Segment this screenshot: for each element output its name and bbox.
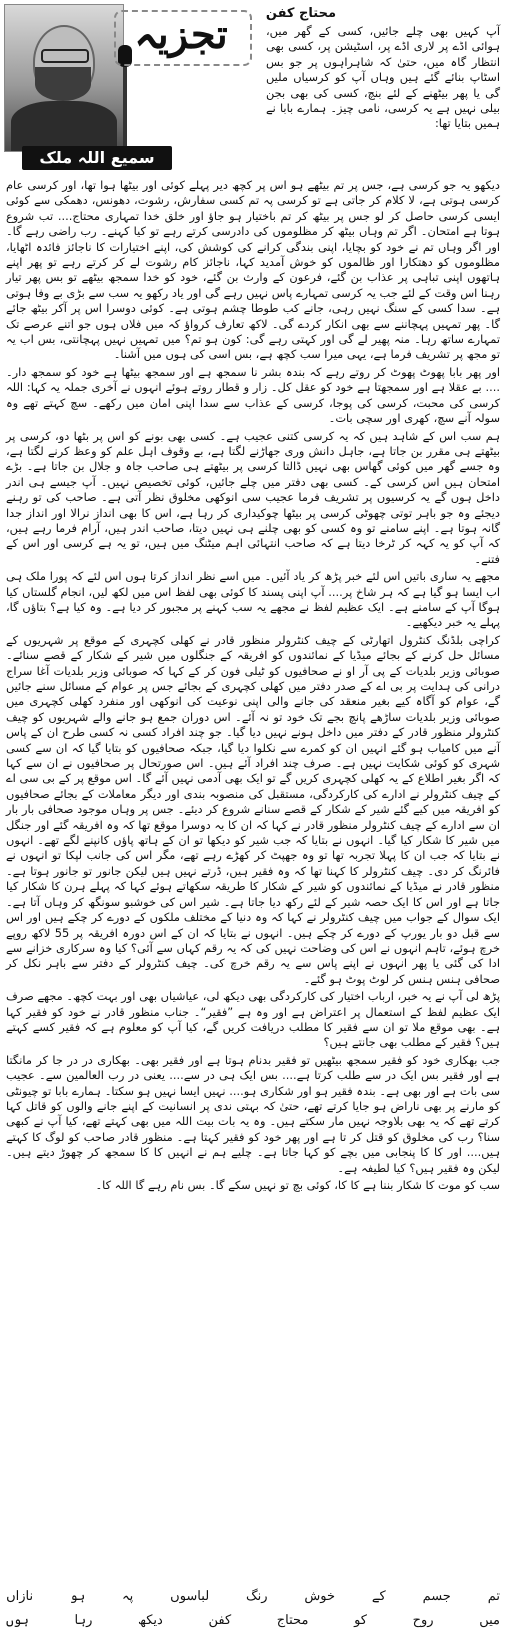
couplet-word: رہا [74,1613,93,1628]
couplet-word: رنگ [246,1589,268,1604]
paragraph-8: سب کو موت کا شکار بننا ہے کا کا، کوئی بچ تو نہیں سکے گا۔ بس نام رہے گا اللہ کا۔ [95,1178,500,1192]
paragraph-6: پڑھ لی آپ نے یہ خبر، ارباب اختیار کی کارکردگی بھی دیکھ لی، عیاشیاں بھی اور بہت کچھ۔ مجھے صرف ایک عظیم لفظ کے استعمال پر اعتراض ہے اور وہ ہے ”فقیر“۔ جناب منظور قادر نے خود کو فقیر کہا ہے۔ بھی موقع ملا تو ان سے فقیر کا مطلب دریافت کریں گے، کیا آپ کو معلوم ہے کہ فقیر کسے کہتے ہیں؟ فقیر کے مطلب بھی جانتے ہیں؟ [6,989,500,1050]
couplet-word: تم [487,1589,500,1604]
couplet-word: پہ [122,1589,134,1604]
paragraph-2: اور پھر بابا پھوٹ پھوٹ کر روتے رہے کہ بندہ بشر نا سمجھ ہے اور سمجھ بیٹھا ہے خود کو سمجھ دار۔ .... بے عقلا ہے اور سمجھتا ہے خود کو عقل کل۔ زار و قطار روتے ہوئے انہوں نے آخری جملہ یہ کہا: اللہ کرسی کی محبت، کرسی کی پوجا، کرسی کے عذاب سے سدا اپنی امان میں رکھے۔ سچ کہتے تھے وہ سولہ آنے سچ، کھری اور سچی بات۔ [6,364,500,426]
paragraph-4: مجھے یہ ساری باتیں اس لئے خبر پڑھ کر یاد آئیں۔ میں اسے نظر انداز کرتا ہوں اس لئے کہ پورا ملک ہی اب ایسا ہو گیا ہے کہ ہر شاخ پر.... آپ اپنی پسند کا کوئی بھی لفظ اس میں لکھ لیں، انجام گلستاں کیا ہوگا آپ کے سامنے ہے۔ ایک عظیم لفظ نے مجھے یہ سب کہنے پر مجبور کر دیا ہے۔ وہ کیا ہے؟ بتاؤں گا، پہلے یہ خبر دیکھیے۔ [6,569,500,630]
couplet-word: ہو [69,1589,86,1604]
article-body [6,178,500,1195]
couplet-word: کفن [208,1613,232,1628]
couplet-word: محتاج [276,1613,309,1628]
couplet-word: ہوں [6,1613,29,1628]
photo-shirt [11,101,117,152]
columnist-photo [4,4,124,152]
couplet-word: میں [479,1613,500,1628]
paragraph-5: کراچی بلڈنگ کنٹرول اتھارٹی کے چیف کنٹرولر منظور قادر نے کھلی کچہری کے موقع پر شہریوں کے مسائل حل کرنے کے بجائے میڈیا کے نمائندوں کو افریقہ کے جنگلوں میں شیر کے شکار کے قصے سنائے۔ صوبائی وزیر بلدیات کے پی آر او نے صحافیوں کو ٹیلی فون کر کے کہا کہ صوبائی وزیر بلدیات آغا سراج درانی کی ہدایت پر بی اے کے صدر دفتر میں کھلی کچہری کے بجائے جس پر عوام کے مسائل سنے جائیں گے، عوام کو آگاہ کیے بغیر منعقد کی جانے والی اپنی نوعیت کی انوکھی اور منفرد کھلی کچہری میں صوبائی وزیر بلدیات ساڑھے پانچ بجے تک خود تو نہ آئے۔ اس دوران جمع ہو جانے والے شہریوں کو چیف کنٹرولر منظور قادر کے دفتر میں داخل ہونے نہیں دیا گیا۔ جو چند افراد کسی نہ کسی طرح ان کے پاس آنے میں کامیاب ہو گئے انہیں ان کو کمرے سے نکلوا دیا گیا، جبکہ صحافیوں کو بتایا گیا کہ ان سے کسی شہری کو کوئی شکایت نہیں ہے۔ صرف چند افراد آئے ہیں۔ اس صورتحال پر صحافیوں نے ان سے کہا کہ اگر بغیر اطلاع کے یہ کھلی کچہری کریں گے تو ایک بھی آدمی نہیں آئے گا۔ اس موقع پر کے بی سی اے کے چیف کنٹرولر نے ادارے کی کارکردگی، مستقبل کی منصوبہ بندی اور دیگر معاملات کے بجائے صحافیوں کو افریقہ میں کیے گئے شیر کے شکار کے قصے سنانے شروع کر دیئے۔ جس پر وہاں موجود صحافی بار بار ان سے ادارے کے چیف کنٹرولر منظور قادر نے کہا کہ ان کا یہ دوسرا موقع تھا کہ وہ افریقہ گئے اور جنگل میں شیر کا شکار کیا گیا۔ انہوں نے بتایا کہ جب شیر کو دیکھا تو ان کے ہاتھ پاؤں کانپنے لگے تھے۔ انہوں نے بتایا کہ جب ان کا پہلا تجربہ تھا تو وہ جھپٹ کر کھڑے رہے تھے، مگر اس کی جانب لپکا تو انہوں نے فائرنگ کر دی۔ چیف کنٹرولر کا کہنا تھا کہ وہ فقیر ہیں، ڈرتے نہیں ہیں لیکن جانور تو جانور ہوتا ہے۔ منظور قادر نے میڈیا کے نمائندوں کو شیر کے شکار کا طریقہ سکھاتے ہوئے کہا کہ پہلے ہرن کا شکار کیا جاتا ہے اور اس کا ایک حصہ شیر کے لئے رکھ دیا جاتا ہے۔ شیر اس کی خوشبو سونگھ کر وہاں آتا ہے۔ ایک سوال کے جواب میں چیف کنٹرولر نے کہا کہ وہ دنیا کے مختلف ملکوں کے دورے کر چکے ہیں اور اس سے قبل دو بار یورپ کے دورے کر چکے ہیں۔ انہوں نے بتایا کہ ان کے اس دورہ افریقہ پر 55 لاکھ روپے خرچ ہوئے، تاہم انہوں نے اس کی وضاحت نہیں کی کہ یہ رقم کہاں سے آئی؟ کیا وہ سرکاری خزانے سے ادا کی گئی یا پھر انہوں نے اپنے پاس سے یہ رقم خرچ کی۔ چیف کنٹرولر کے دفتر سے باہر نکل کر صحافی ہنس ہنس کر لوٹ پوٹ ہو گئے۔ [6,632,500,986]
intro-paragraph: آپ کہیں بھی چلے جائیں، کسی کے گھر میں، ہوائی اڈے پر لاری اڈے پر، اسٹیشن پر، کسی بھی انتظار گاہ میں، حتیٰ کہ شاہراہوں پر جو بس اسٹاپ بنائے گئے ہیں وہاں آپ کو کرسیاں ملیں گی یا پھر بیٹھنے کے لئے بنچ، کسی کی بھی بجن بیلی نہیں ہے یہ کرسی، نامی چیز۔ ہمارے بابا نے ہمیں بتایا تھا: [266,24,500,131]
couplet-line-2 [6,1609,500,1633]
couplet-line-1 [6,1585,500,1609]
couplet-word: کو [354,1613,367,1628]
columnist-byline: سمیع اللہ ملک [22,146,172,170]
column-header [0,0,506,175]
column-logo: تجزیہ [134,11,228,58]
couplet-word: کے [371,1589,386,1604]
couplet-word: نازاں [6,1589,34,1604]
paragraph-3: ہم سب اس کے شاہد ہیں کہ یہ کرسی کتنی عجیب ہے۔ کسی بھی بونے کو اس پر بٹھا دو، کرسی پر بیٹھتے ہی مقرر بن جاتا ہے، جاہل دانش وری جھاڑنے لگتا ہے، بے وقوف اہل علم کو وعظ کرنے لگتا ہے، وہ جسے گھر میں کوئی گھاس بھی نہیں ڈالتا کرسی پر بیٹھتے ہی صاحب جاہ و جلال بن جاتا ہے۔ بڑے امتحان ہیں اس کرسی کے۔ کسی بھی دفتر میں چلے جائیں، کوئی تخصیص نہیں۔ آپ جیسے ہی اندر داخل ہوں گے یہ کرسیوں پر تشریف فرما عجیب سی انوکھی مخلوق نظر آتی ہے۔ صاحب کی تو رہنے دیجئے وہ جو باہر توتی چھوٹی کرسی پر بیٹھا چوکیداری کر رہا ہے، اس کا بھی انداز نرالا اور انداز جدا گانہ ہوتا ہے۔ اپنے سامنے تو وہ کسی کو بھی چلنے ہی نہیں دیتا، صاحب اندر ہیں، آرام فرما رہے ہیں، کہ آپ کو یہ کہہ کر ٹرخا دیتا ہے کہ صاحب انتہائی اہم میٹنگ میں ہیں، تو یہ ہے کرسی اور اس کے فتنے۔ [6,428,500,566]
couplet-word: لباسوں [170,1589,210,1604]
paragraph-1: دیکھو یہ جو کرسی ہے، جس پر تم بیٹھے ہو اس پر کچھ دیر پہلے کوئی اور بیٹھا ہوا تھا، اور کرسی عام کرسی ہوتی ہے، لا کلام کر جاتی ہے تو کرسی پہ تم کسی سفارش، رشوت، دھونس، دھمکی سے کوئی ایسی کرسی حاصل کر لو جس پر بیٹھ کر تم باختیار ہو جاؤ اور خلق خدا تمہاری محتاج.... تب شروع ہوتا ہے امتحان۔ اگر تم وہاں بیٹھ کر مظلوموں کی دادرسی کرتے رہے تو کیا کہنے۔ رب راضی رہے گا۔ اور اگر وہاں تم نے خود کو بچایا، اپنی بندگی کرانے کی کوشش کی، اپنے اختیارات کا ناجائز فائدہ اٹھایا، مظلوموں کو دھتکارا اور ظالموں کو خوش آمدید کہا، ناجائز کام رشوت لے کر کرتے رہے تو پھر اپنے ہاتھوں اپنی تباہی پر عذاب بن گئے، فرعون کے وارث بن گئے، خود کو خدا سمجھ بیٹھے تو بس پھر تیار رہنا اس وقت کے لئے جب یہ کرسی تمہارے پاس نہیں رہے گی اور یاد رکھو یہ سب سے بڑی بے وفا ہوتی ہے۔ سدا کسی کے سنگ نہیں رہی، جانے کب طوطا چشم ہوتی ہے۔ کوئی دوسرا اس پر آکر بیٹھ جائے گا۔ پھر تمہیں پہچاننے سے بھی انکار کردے گی۔ لاکھ تعارف کرواؤ کہ میں فلاں ہوں جو اتنے عرصے تک تمہارے ساتھ رہا۔ منہ پھیر لے گی اور کہتی رہے گی: کون ہو تم؟ میں تمہیں نہیں پہچانتی، بس اب یہ تو مجھ پر تشریف فرما ہے، یہی میرا سب کچھ ہے، بس اسی کی ہوں میں آشنا۔ [6,178,500,362]
paragraph-7: جب بھکاری خود کو فقیر سمجھ بیٹھیں تو فقیر بدنام ہوتا ہے اور فقیر بھی۔ بھکاری در در جا کر مانگتا ہے اور فقیر بس ایک در سے طلب کرتا ہے.... بس ایک ہی در سے.... یعنی در رب العالمین سے۔ عجیب سی بات ہے اور بھی ہے۔ بندہ فقیر ہو اور شکاری ہو.... نہیں ایسا نہیں ہو سکتا۔ ہمارے بابا تو چیونٹی کو مارنے پر بھی ناراض ہو جایا کرتے تھے، حتیٰ کہ بہتی ندی پر انسانیت کے اپنے جانے والوں کو قاتل کہا کرتے تھے کہ یہ بھی بلاوجہ نہیں مار سکتے ہیں۔ وہ یہ بات بیت اللہ میں بھی کہتے تھے، کیا آپ نے کبھی سنا؟ رب کی مخلوق کو قتل کر تا ہے اور پھر خود کو فقیر کہتا ہے۔ منظور قادر صاحب کو لوگ کا کہتے ہیں.... اور کا کا پنجابی میں بچے کو کہا جاتا ہے۔ چلیے ہم نے انہیں کا کا سمجھ کر چھوڑ دیتے ہیں۔ لیکن وہ فقیر ہیں؟ کیا لطیفہ ہے۔ [6,1052,500,1175]
closing-couplet [6,1585,500,1635]
column-title: محتاج کفن [265,6,336,21]
couplet-word: جسم [422,1589,451,1604]
couplet-word: خوش [304,1589,336,1604]
photo-glasses [41,49,89,63]
photo-beard [35,67,91,101]
couplet-word: دیکھ [138,1613,163,1628]
couplet-word: روح [412,1613,434,1628]
